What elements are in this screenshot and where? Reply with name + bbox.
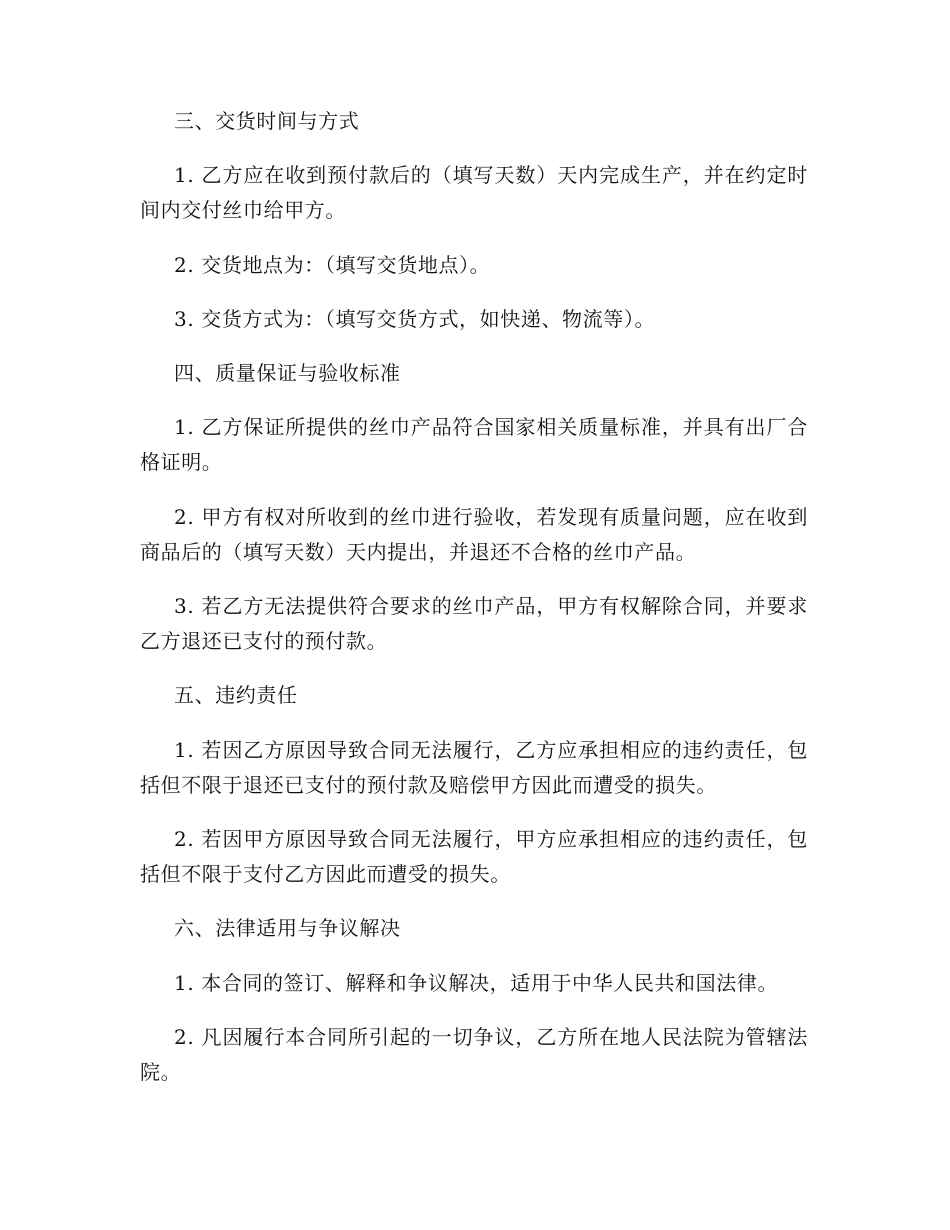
- contract-body: [140, 104, 808, 1109]
- clause-delivery-3: 3. 交货方式为：（填写交货方式，如快递、物流等）。: [174, 306, 656, 331]
- clause-delivery-1: 1. 乙方应在收到预付款后的（填写天数）天内完成生产，并在约定时间内交付丝巾给甲方。: [140, 163, 808, 223]
- clause-quality-2: 2. 甲方有权对所收到的丝巾进行验收，若发现有质量问题，应在收到商品后的（填写天数）天内提出，并退还不合格的丝巾产品。: [140, 504, 808, 564]
- clause-liability-2: 2. 若因甲方原因导致合同无法履行，甲方应承担相应的违约责任，包括但不限于支付乙方因此而遭受的损失。: [140, 826, 808, 886]
- section-heading-law: 六、法律适用与争议解决: [174, 916, 401, 941]
- clause-liability-1: 1. 若因乙方原因导致合同无法履行，乙方应承担相应的违约责任，包括但不限于退还已支付的预付款及赔偿甲方因此而遭受的损失。: [140, 737, 808, 797]
- clause-law-1: 1. 本合同的签订、解释和争议解决，适用于中华人民共和国法律。: [174, 970, 779, 995]
- clause-quality-3: 3. 若乙方无法提供符合要求的丝巾产品，甲方有权解除合同，并要求乙方退还已支付的预付款。: [140, 594, 808, 654]
- section-heading-quality: 四、质量保证与验收标准: [174, 361, 401, 386]
- clause-delivery-2: 2. 交货地点为：（填写交货地点）。: [174, 252, 491, 277]
- clause-quality-1: 1. 乙方保证所提供的丝巾产品符合国家相关质量标准，并具有出厂合格证明。: [140, 415, 808, 475]
- section-heading-liability: 五、违约责任: [174, 683, 298, 708]
- section-heading-delivery: 三、交货时间与方式: [174, 109, 360, 133]
- clause-law-2: 2. 凡因履行本合同所引起的一切争议，乙方所在地人民法院为管辖法院。: [140, 1024, 808, 1084]
